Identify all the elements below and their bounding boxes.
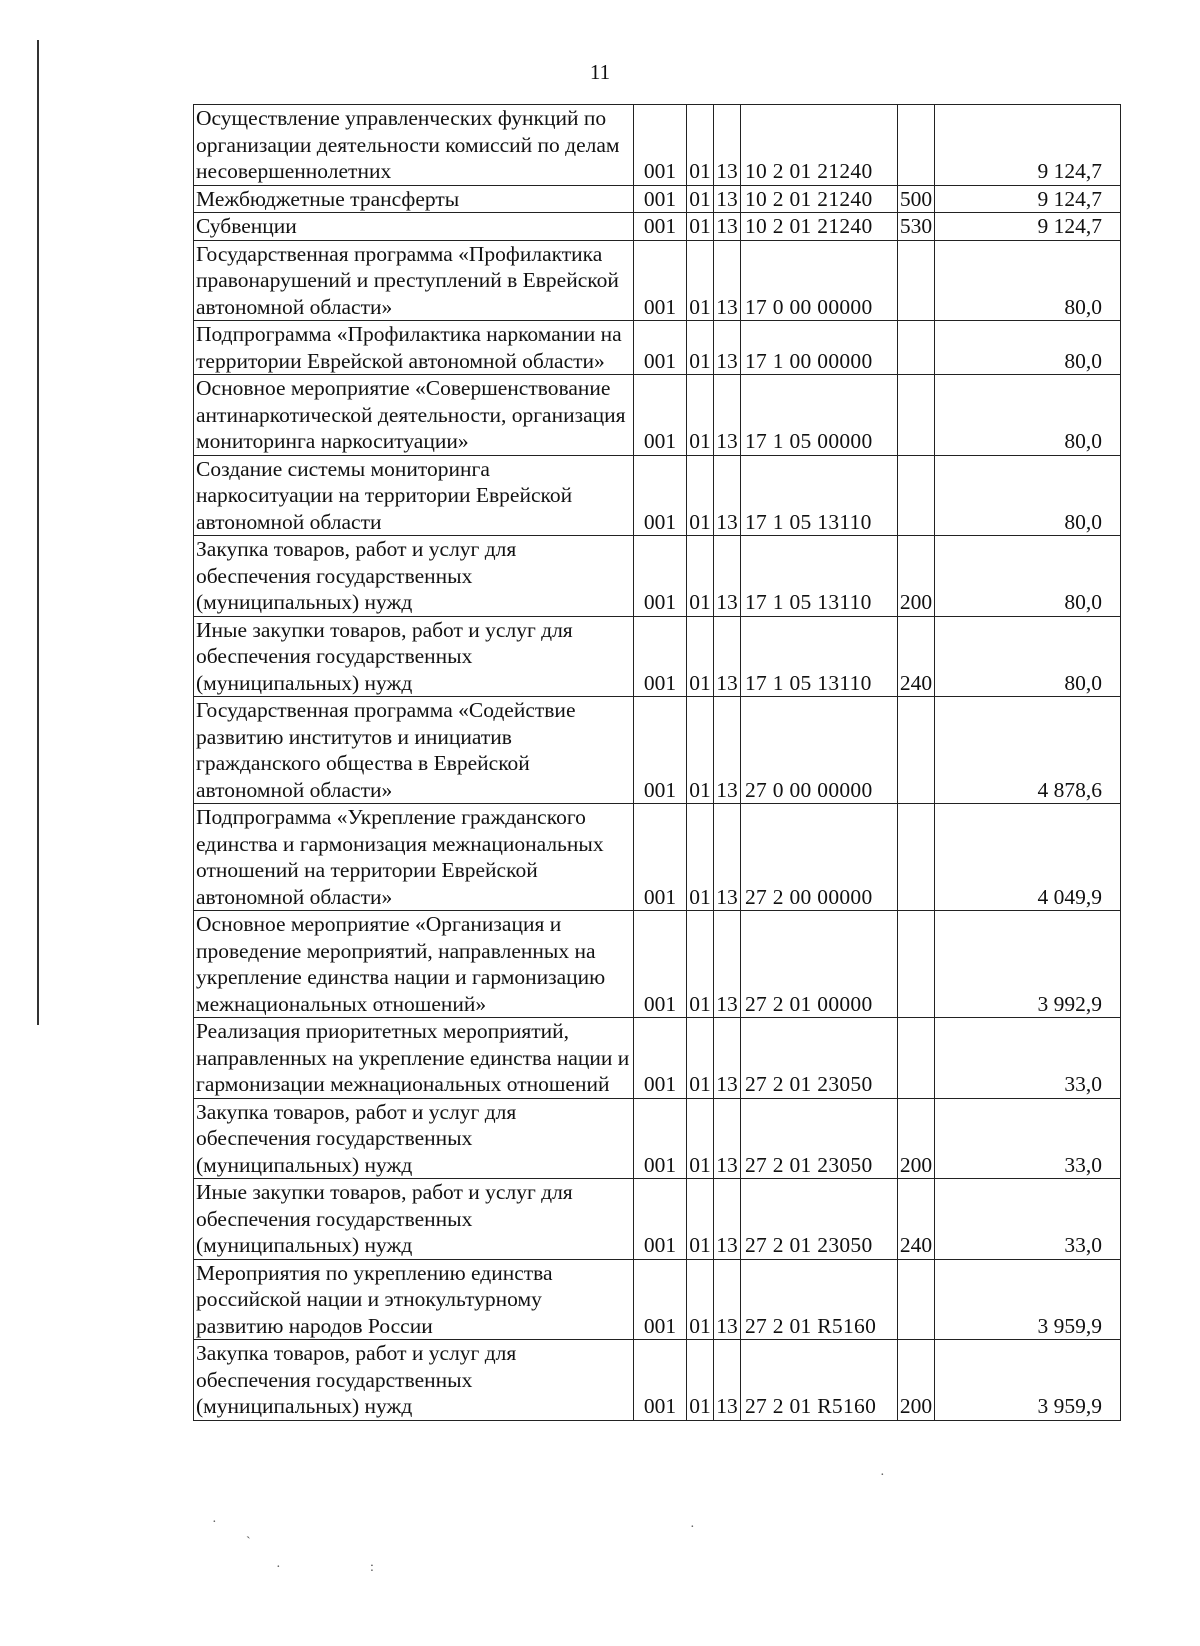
row-subsection-code: 13	[714, 536, 741, 617]
row-section-code: 01	[687, 455, 714, 536]
row-grbs-code: 001	[634, 1179, 687, 1260]
row-expense-type: 530	[898, 213, 935, 241]
row-grbs-code: 001	[634, 455, 687, 536]
row-amount: 9 124,7	[935, 213, 1121, 241]
row-subsection-code: 13	[714, 1259, 741, 1340]
row-section-code: 01	[687, 321, 714, 375]
row-subsection-code: 13	[714, 911, 741, 1018]
table-row	[194, 1340, 1121, 1421]
table-row	[194, 536, 1121, 617]
table-row	[194, 1259, 1121, 1340]
row-grbs-code: 001	[634, 1340, 687, 1421]
row-name: Создание системы мониторинга наркоситуации на территории Еврейской автономной области	[194, 455, 634, 536]
row-grbs-code: 001	[634, 911, 687, 1018]
row-grbs-code: 001	[634, 213, 687, 241]
row-grbs-code: 001	[634, 105, 687, 186]
row-expense-type	[898, 455, 935, 536]
row-subsection-code: 13	[714, 1179, 741, 1260]
row-amount: 80,0	[935, 536, 1121, 617]
row-expense-type	[898, 1259, 935, 1340]
table-row	[194, 105, 1121, 186]
table-row	[194, 697, 1121, 804]
row-subsection-code: 13	[714, 1340, 741, 1421]
row-expense-type: 200	[898, 1340, 935, 1421]
table-row	[194, 1179, 1121, 1260]
row-subsection-code: 13	[714, 375, 741, 456]
table-row	[194, 240, 1121, 321]
row-amount: 4 049,9	[935, 804, 1121, 911]
row-target-article: 27 0 00 00000	[741, 697, 898, 804]
row-section-code: 01	[687, 1018, 714, 1099]
row-expense-type	[898, 911, 935, 1018]
row-grbs-code: 001	[634, 697, 687, 804]
row-expense-type	[898, 375, 935, 456]
table-row	[194, 616, 1121, 697]
row-name: Подпрограмма «Укрепление гражданского единства и гармонизация межнациональных отношений на территории Еврейской автономной области»	[194, 804, 634, 911]
table-row	[194, 321, 1121, 375]
row-section-code: 01	[687, 1340, 714, 1421]
row-grbs-code: 001	[634, 185, 687, 213]
row-target-article: 27 2 01 23050	[741, 1179, 898, 1260]
row-section-code: 01	[687, 1179, 714, 1260]
row-grbs-code: 001	[634, 375, 687, 456]
row-expense-type	[898, 1018, 935, 1099]
row-target-article: 27 2 01 R5160	[741, 1340, 898, 1421]
row-expense-type	[898, 240, 935, 321]
row-subsection-code: 13	[714, 697, 741, 804]
row-name: Подпрограмма «Профилактика наркомании на территории Еврейской автономной области»	[194, 321, 634, 375]
row-subsection-code: 13	[714, 804, 741, 911]
row-amount: 80,0	[935, 616, 1121, 697]
row-target-article: 10 2 01 21240	[741, 105, 898, 186]
row-target-article: 27 2 01 00000	[741, 911, 898, 1018]
row-subsection-code: 13	[714, 185, 741, 213]
row-name: Реализация приоритетных мероприятий, направленных на укрепление единства нации и гармонизации межнациональных отношений	[194, 1018, 634, 1099]
row-name: Иные закупки товаров, работ и услуг для обеспечения государственных (муниципальных) нужд	[194, 1179, 634, 1260]
page-number: 11	[589, 60, 611, 84]
row-expense-type	[898, 105, 935, 186]
row-expense-type: 240	[898, 1179, 935, 1260]
row-grbs-code: 001	[634, 1018, 687, 1099]
row-subsection-code: 13	[714, 213, 741, 241]
table-row	[194, 911, 1121, 1018]
row-section-code: 01	[687, 213, 714, 241]
table-row	[194, 375, 1121, 456]
row-name: Осуществление управленческих функций по организации деятельности комиссий по делам несовершеннолетних	[194, 105, 634, 186]
row-name: Мероприятия по укреплению единства российской нации и этнокультурному развитию народов России	[194, 1259, 634, 1340]
row-target-article: 27 2 00 00000	[741, 804, 898, 911]
row-target-article: 17 1 00 00000	[741, 321, 898, 375]
row-section-code: 01	[687, 911, 714, 1018]
table-row	[194, 455, 1121, 536]
row-target-article: 17 1 05 00000	[741, 375, 898, 456]
row-grbs-code: 001	[634, 240, 687, 321]
row-amount: 9 124,7	[935, 105, 1121, 186]
row-amount: 80,0	[935, 375, 1121, 456]
row-subsection-code: 13	[714, 1098, 741, 1179]
row-section-code: 01	[687, 804, 714, 911]
row-expense-type: 240	[898, 616, 935, 697]
row-grbs-code: 001	[634, 804, 687, 911]
row-amount: 33,0	[935, 1179, 1121, 1260]
table-row	[194, 213, 1121, 241]
row-subsection-code: 13	[714, 105, 741, 186]
row-name: Иные закупки товаров, работ и услуг для обеспечения государственных (муниципальных) нужд	[194, 616, 634, 697]
row-grbs-code: 001	[634, 536, 687, 617]
row-expense-type: 500	[898, 185, 935, 213]
row-target-article: 10 2 01 21240	[741, 185, 898, 213]
row-expense-type: 200	[898, 1098, 935, 1179]
row-amount: 9 124,7	[935, 185, 1121, 213]
row-expense-type	[898, 697, 935, 804]
row-section-code: 01	[687, 616, 714, 697]
table-row	[194, 804, 1121, 911]
row-subsection-code: 13	[714, 455, 741, 536]
row-grbs-code: 001	[634, 616, 687, 697]
row-amount: 3 992,9	[935, 911, 1121, 1018]
row-section-code: 01	[687, 536, 714, 617]
table-row	[194, 1098, 1121, 1179]
row-name: Закупка товаров, работ и услуг для обеспечения государственных (муниципальных) нужд	[194, 1340, 634, 1421]
budget-table	[193, 104, 1121, 1421]
row-amount: 4 878,6	[935, 697, 1121, 804]
row-target-article: 17 0 00 00000	[741, 240, 898, 321]
row-target-article: 27 2 01 23050	[741, 1098, 898, 1179]
row-name: Закупка товаров, работ и услуг для обеспечения государственных (муниципальных) нужд	[194, 1098, 634, 1179]
row-target-article: 17 1 05 13110	[741, 455, 898, 536]
table-row	[194, 185, 1121, 213]
row-amount: 33,0	[935, 1018, 1121, 1099]
row-name: Основное мероприятие «Организация и проведение мероприятий, направленных на укрепление единства нации и гармонизацию межнациональных отношений»	[194, 911, 634, 1018]
row-subsection-code: 13	[714, 1018, 741, 1099]
row-section-code: 01	[687, 375, 714, 456]
row-grbs-code: 001	[634, 1098, 687, 1179]
row-target-article: 17 1 05 13110	[741, 616, 898, 697]
row-expense-type	[898, 321, 935, 375]
row-amount: 80,0	[935, 240, 1121, 321]
row-target-article: 27 2 01 23050	[741, 1018, 898, 1099]
margin-rule	[37, 40, 39, 1025]
row-section-code: 01	[687, 185, 714, 213]
row-amount: 80,0	[935, 455, 1121, 536]
row-section-code: 01	[687, 697, 714, 804]
row-name: Государственная программа «Содействие развитию институтов и инициатив гражданского общества в Еврейской автономной области»	[194, 697, 634, 804]
row-amount: 80,0	[935, 321, 1121, 375]
row-target-article: 27 2 01 R5160	[741, 1259, 898, 1340]
table-body	[194, 105, 1121, 1421]
row-amount: 33,0	[935, 1098, 1121, 1179]
row-target-article: 17 1 05 13110	[741, 536, 898, 617]
row-section-code: 01	[687, 240, 714, 321]
row-name: Закупка товаров, работ и услуг для обеспечения государственных (муниципальных) нужд	[194, 536, 634, 617]
row-name: Межбюджетные трансферты	[194, 185, 634, 213]
row-section-code: 01	[687, 1259, 714, 1340]
row-section-code: 01	[687, 1098, 714, 1179]
row-grbs-code: 001	[634, 321, 687, 375]
row-name: Государственная программа «Профилактика правонарушений и преступлений в Еврейской автономной области»	[194, 240, 634, 321]
row-section-code: 01	[687, 105, 714, 186]
row-amount: 3 959,9	[935, 1259, 1121, 1340]
row-grbs-code: 001	[634, 1259, 687, 1340]
row-expense-type	[898, 804, 935, 911]
row-subsection-code: 13	[714, 240, 741, 321]
table-row	[194, 1018, 1121, 1099]
row-name: Основное мероприятие «Совершенствование антинаркотической деятельности, организация мониторинга наркоситуации»	[194, 375, 634, 456]
row-target-article: 10 2 01 21240	[741, 213, 898, 241]
row-expense-type: 200	[898, 536, 935, 617]
row-subsection-code: 13	[714, 616, 741, 697]
row-subsection-code: 13	[714, 321, 741, 375]
row-amount: 3 959,9	[935, 1340, 1121, 1421]
row-name: Субвенции	[194, 213, 634, 241]
